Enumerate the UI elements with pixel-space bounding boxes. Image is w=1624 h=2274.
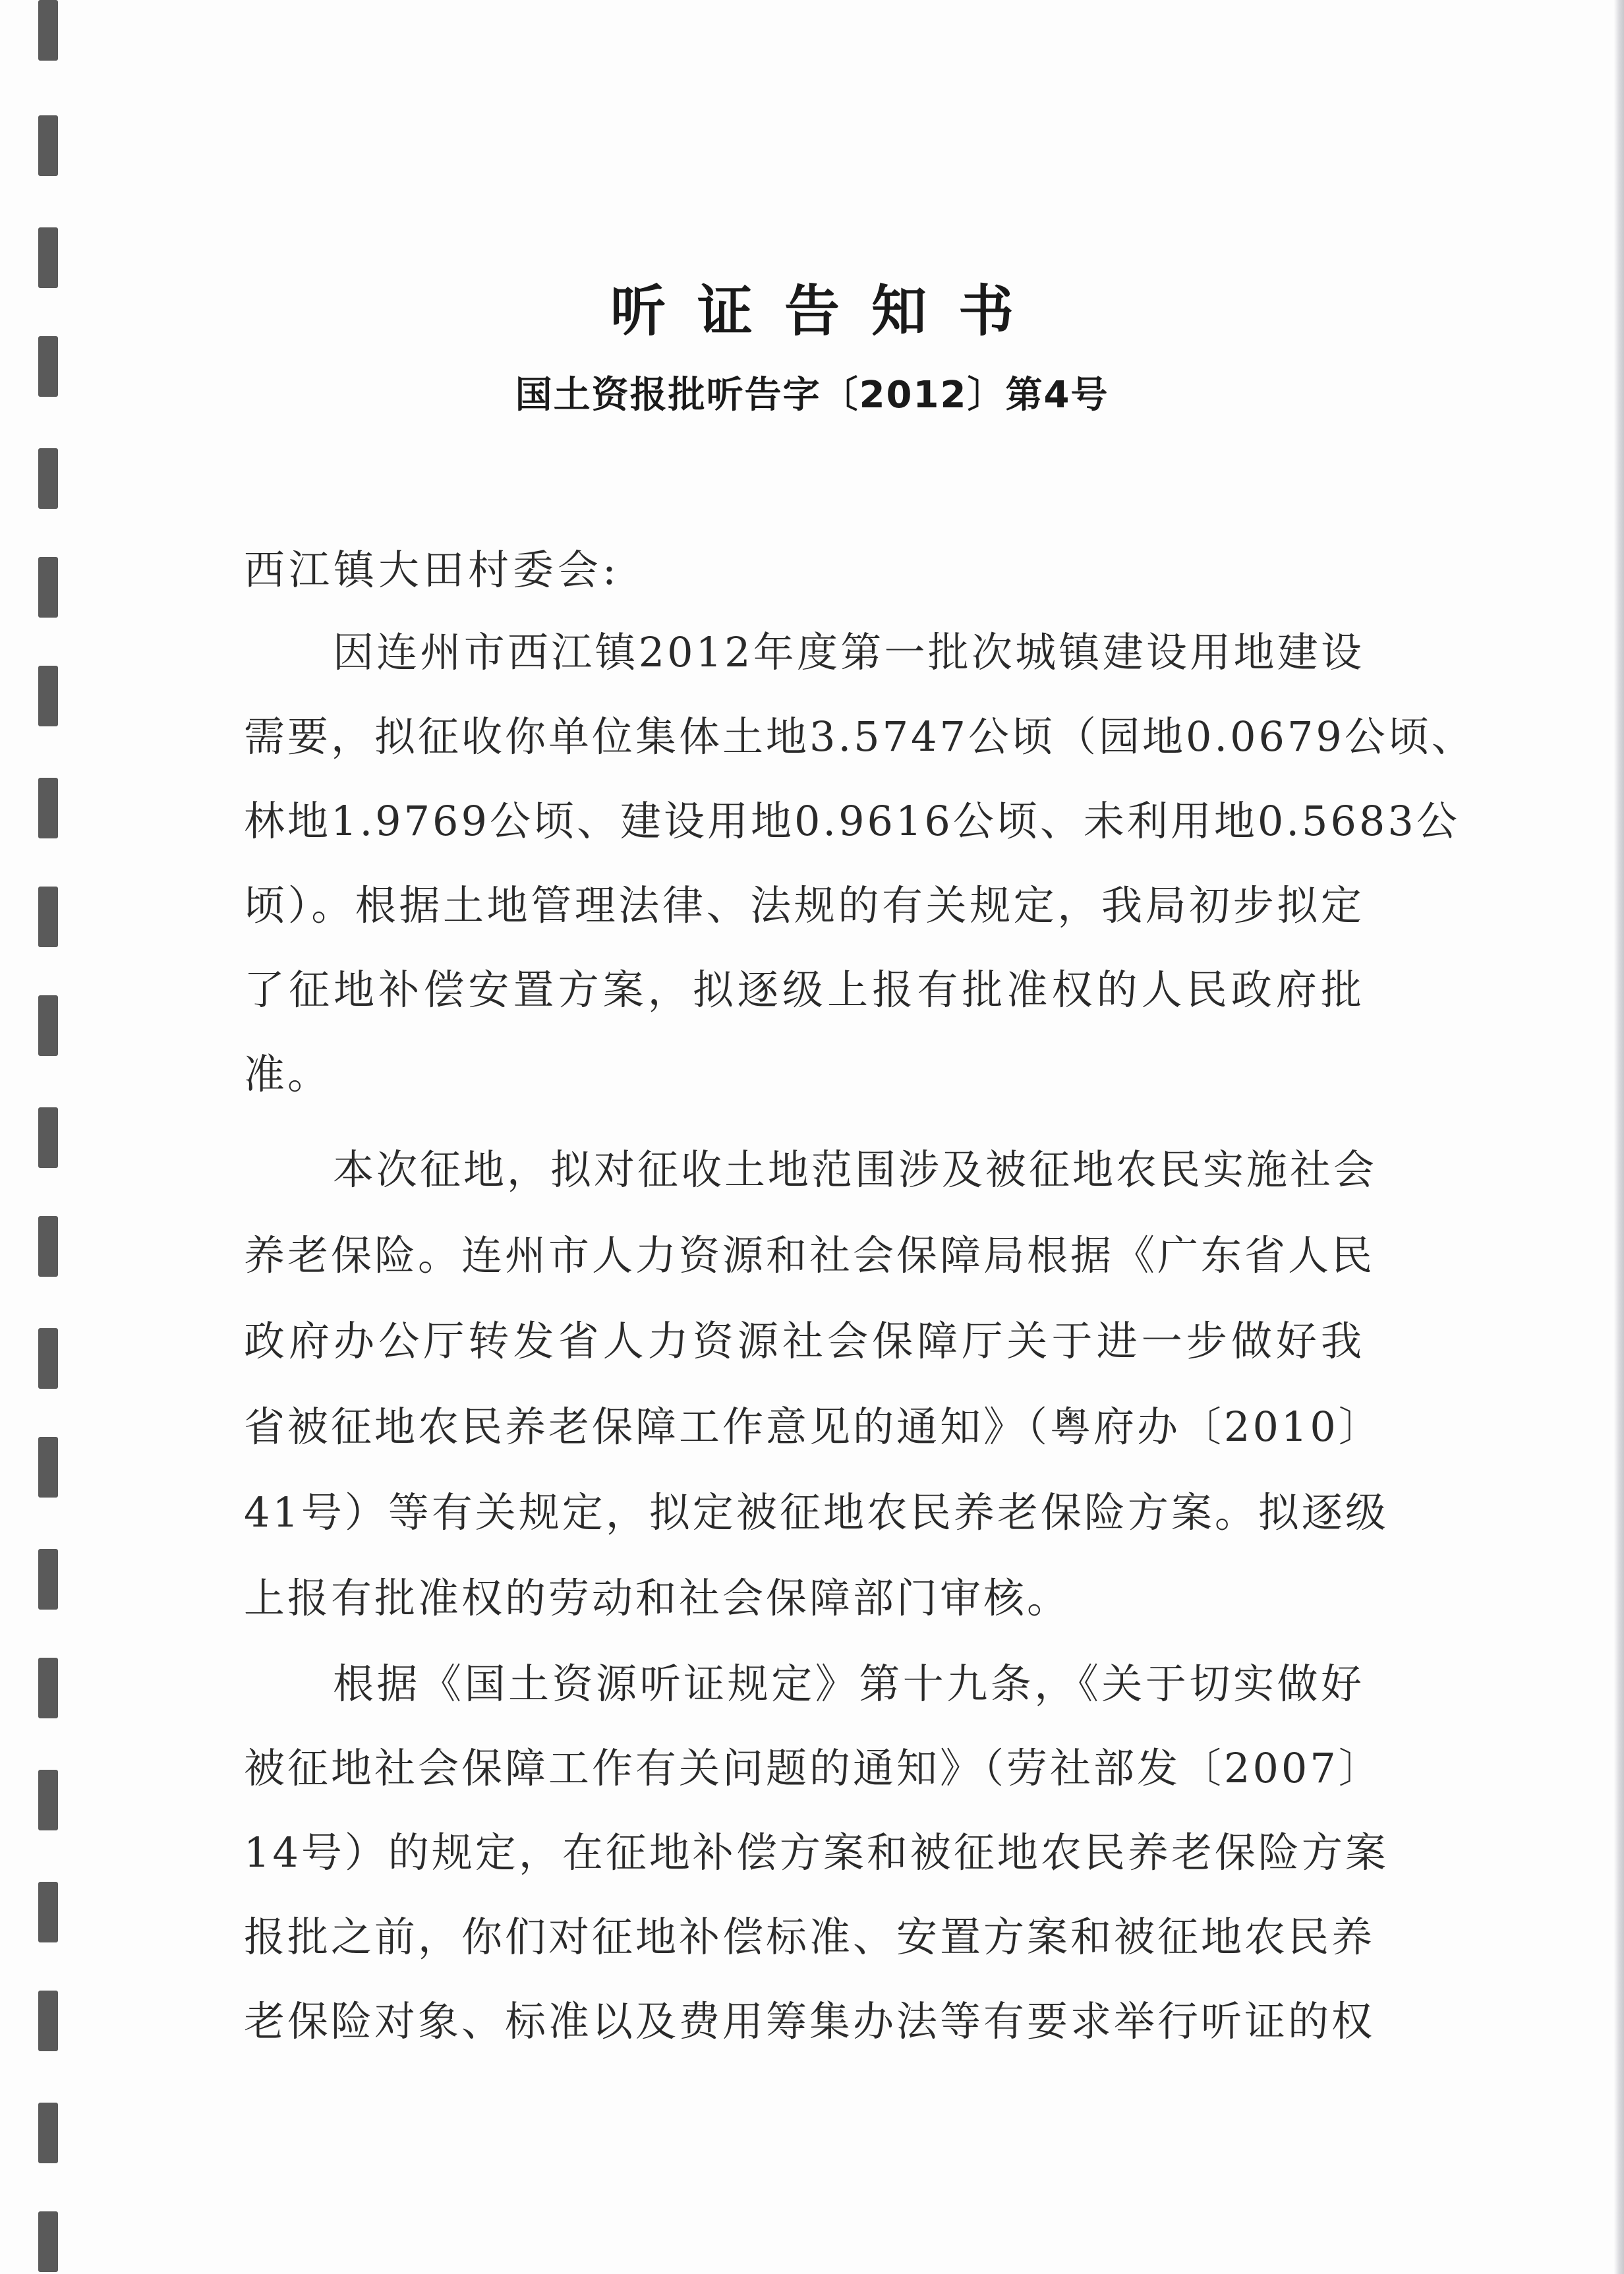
text-line: 老保险对象、标准以及费用筹集办法等有要求举行听证的权 bbox=[244, 1997, 1376, 2045]
binding-hole bbox=[38, 2103, 58, 2163]
text-line: 政府办公厅转发省人力资源社会保障厅关于进一步做好我 bbox=[244, 1317, 1364, 1365]
text-line: 顷）。根据土地管理法律、法规的有关规定，我局初步拟定 bbox=[244, 881, 1364, 929]
text-line: 因连州市西江镇2012年度第一批次城镇建设用地建设 bbox=[333, 628, 1364, 676]
binding-hole bbox=[38, 1328, 58, 1389]
binding-hole bbox=[38, 887, 58, 947]
binding-hole bbox=[38, 1107, 58, 1168]
binding-hole bbox=[38, 448, 58, 509]
text-line: 被征地社会保障工作有关问题的通知》（劳社部发〔2007〕 bbox=[244, 1744, 1382, 1792]
binding-hole bbox=[38, 1437, 58, 1498]
text-line: 准。 bbox=[244, 1050, 332, 1098]
binding-hole bbox=[38, 115, 58, 176]
binding-hole bbox=[38, 0, 58, 61]
binding-hole bbox=[38, 557, 58, 618]
binding-hole bbox=[38, 1770, 58, 1830]
document-title: 听证告知书 bbox=[610, 279, 1045, 343]
text-line: 林地1.9769公顷、建设用地0.9616公顷、未利用地0.5683公 bbox=[244, 797, 1460, 845]
text-line: 省被征地农民养老保障工作意见的通知》（粤府办〔2010〕 bbox=[244, 1403, 1382, 1451]
text-line: 41号）等有关规定，拟定被征地农民养老保险方案。拟逐级 bbox=[244, 1488, 1389, 1536]
binding-hole bbox=[38, 1991, 58, 2051]
binding-hole bbox=[38, 1882, 58, 1942]
text-line: 14号）的规定，在征地补偿方案和被征地农民养老保险方案 bbox=[244, 1828, 1389, 1877]
binding-hole bbox=[38, 1216, 58, 1277]
text-line: 报批之前，你们对征地补偿标准、安置方案和被征地农民养 bbox=[244, 1913, 1376, 1961]
binding-hole bbox=[38, 2211, 58, 2272]
binding-hole bbox=[38, 666, 58, 726]
text-line: 需要，拟征收你单位集体土地3.5747公顷（园地0.0679公顷、 bbox=[244, 713, 1475, 761]
text-line: 了征地补偿安置方案，拟逐级上报有批准权的人民政府批 bbox=[244, 966, 1364, 1014]
salutation: 西江镇大田村委会: bbox=[244, 546, 620, 594]
binding-hole bbox=[38, 1549, 58, 1610]
text-line: 养老保险。连州市人力资源和社会保障局根据《广东省人民 bbox=[244, 1231, 1376, 1279]
document-number: 国土资报批听告字〔2012〕第4号 bbox=[515, 374, 1109, 417]
binding-hole bbox=[38, 1658, 58, 1718]
binding-hole bbox=[38, 778, 58, 838]
text-line: 本次征地，拟对征收土地范围涉及被征地农民实施社会 bbox=[333, 1146, 1378, 1194]
text-line: 根据《国土资源听证规定》第十九条，《关于切实做好 bbox=[333, 1660, 1364, 1708]
text-line: 上报有批准权的劳动和社会保障部门审核。 bbox=[244, 1574, 1071, 1622]
binding-hole bbox=[38, 995, 58, 1056]
